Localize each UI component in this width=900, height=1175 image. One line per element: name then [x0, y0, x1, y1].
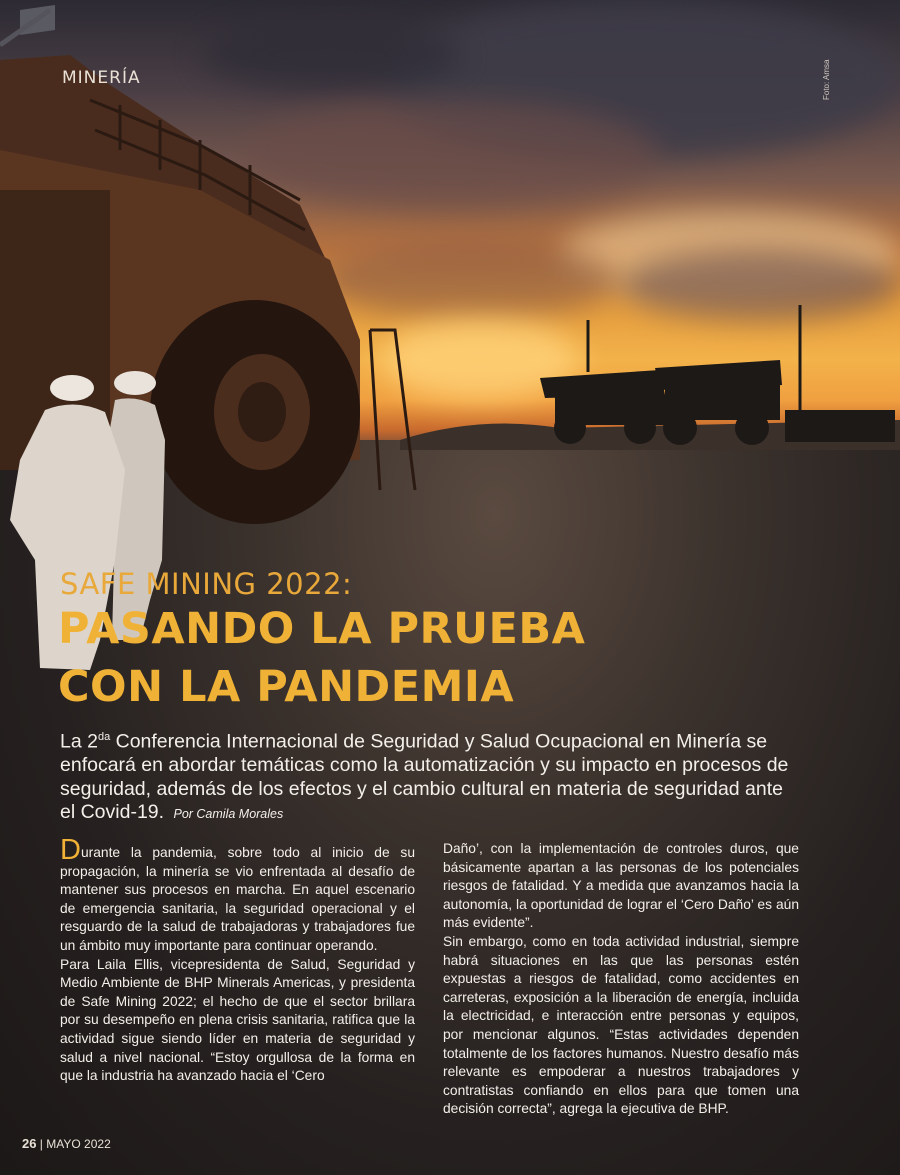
article-headline: [58, 600, 585, 716]
issue-date: MAYO 2022: [46, 1137, 111, 1151]
paragraph: Para Laila Ellis, vicepresidenta de Salud, Seguridad y Medio Ambiente de BHP Minerals Americas, y presidenta de Safe Mining 2022; el hecho de que el sector brillara por su desempeño en plena crisis sanitaria, ratifica que la actividad sigue siendo líder en materia de seguridad y salud a nivel nacional. “Estoy orgullosa de la forma en que la industria ha avanzado hacia el ‘Cero: [60, 956, 415, 1084]
paragraph: [60, 834, 415, 956]
article-kicker: SAFE MINING 2022:: [60, 567, 353, 601]
lead-text: Conferencia Internacional de Seguridad y Salud Ocupacional en Minería se enfocará en abordar temáticas como la automatización y su impacto en procesos de seguridad, además de los efectos y el cambio cultural en materia de seguridad ante el Covid-19.: [60, 730, 789, 823]
section-label: MINERÍA: [62, 68, 141, 88]
lead-prefix: La 2: [60, 730, 98, 753]
paragraph: Daño’, con la implementación de controles duros, que básicamente apartan a las personas de los potenciales riesgos de fatalidad. Y a medida que avanzamos hacia la autonomía, la oportunidad de lograr el ‘Cero Daño’ es aún más evidente”.: [443, 841, 799, 931]
body-column-left: [60, 834, 415, 1086]
photo-credit: Foto: Amsa: [822, 59, 831, 100]
drop-cap: D: [60, 834, 81, 866]
paragraph-text: urante la pandemia, sobre todo al inicio de su propagación, la minería se vio enfrentada al desafío de mantener sus procesos en marcha. En aquel escenario de emergencia sanitaria, la seguridad operacional y el resguardo de la salud de trabajadoras y trabajadores fue un ámbito muy importante para continuar operando.: [60, 845, 415, 953]
headline-line-1: PASANDO LA PRUEBA: [58, 604, 586, 654]
headline-line-2: CON LA PANDEMIA: [58, 662, 515, 712]
folio-separator: |: [36, 1137, 47, 1151]
page-folio: [22, 1136, 111, 1151]
lead-superscript: da: [97, 731, 111, 743]
page-number: 26: [22, 1136, 37, 1151]
paragraph: Sin embargo, como en toda actividad industrial, siempre habrá situaciones en las que las personas estén expuestas a riesgos de fatalidad, como accidentes en carreteras, exposición a la liberación de energía, incluida la electricidad, e interacción entre personas y equipos, por mencionar algunos. “Estas actividades dependen totalmente de los factores humanos. Nuestro desafío más relevante es empoderar a nuestros trabajadores y contratistas confiando en ellos para que tomen una decisión correcta”, agrega la ejecutiva de BHP.: [443, 933, 799, 1117]
body-column-right: [443, 840, 799, 1119]
article-lead: [60, 726, 800, 827]
byline: Por Camila Morales: [173, 807, 284, 821]
